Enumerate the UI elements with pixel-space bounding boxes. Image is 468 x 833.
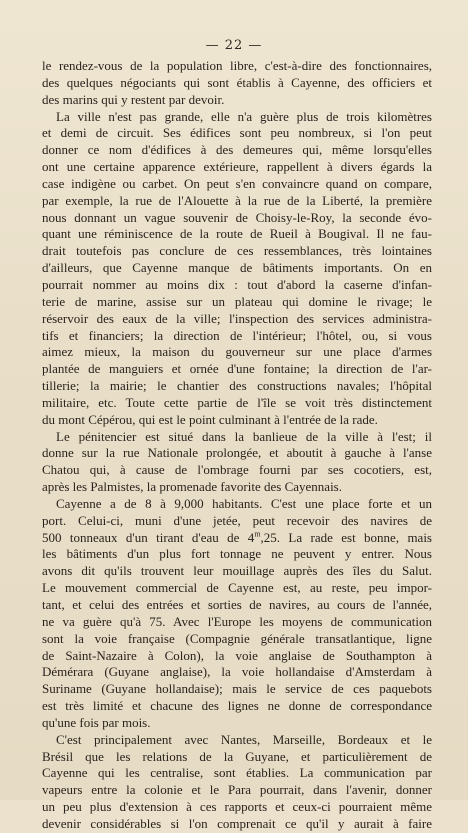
text-line: ne va guère qu'à 75. Avec l'Europe les moyens de communication <box>42 613 432 629</box>
text-line: plantée de manguiers et ornée d'une fontaine; la direction de l'ar- <box>42 361 432 377</box>
text-line: devenir considérables si l'on comprenait ce qu'il y aurait à faire <box>42 815 432 831</box>
text-line: sont la voie française (Compagnie générale transatlantique, ligne <box>42 630 432 646</box>
text-line: donne sur la rue Nationale prolongée, et aboutit à gauche à l'anse <box>42 445 432 461</box>
text-line: d'ailleurs, que Cayenne manque de bâtiments importants. On en <box>42 260 432 276</box>
text-line: drait toutefois pas conclure de ces ressemblances, très lointaines <box>42 243 432 259</box>
text-line: Brésil que les relations de la Guyane, et particulièrement de <box>42 748 432 764</box>
text-line: donner ce nom d'édifices à des demeures qui, même lorsqu'elles <box>42 142 432 158</box>
text-line: C'est principalement avec Nantes, Marseille, Bordeaux et le <box>56 731 432 747</box>
text-line: de Saint-Nazaire à Colon), la voie anglaise de Southampton à <box>42 647 432 663</box>
text-line: est très limité et chacune des lignes ne donne de correspondance <box>42 698 432 714</box>
text-line: pourrait nommer au moins dix : tout d'abord la caserne d'infan- <box>42 276 432 292</box>
text-line: et demi de circuit. Ses édifices sont peu nombreux, si l'on peut <box>42 125 432 141</box>
body-text <box>42 58 432 833</box>
text-line: quant une réminiscence de la route de Rueil à Bougival. Il ne fau- <box>42 226 432 242</box>
text-line: Cayenne a de 8 à 9,000 habitants. C'est une place forte et un <box>56 495 432 511</box>
text-line: qu'une fois par mois. <box>42 714 151 730</box>
text-line: nous donnant un vague souvenir de Choisy-le-Roy, la seconde évo- <box>42 209 432 225</box>
text-line: tant, et celui des entrées et sorties de navires, au cours de l'année, <box>42 597 432 612</box>
text-line: Cayenne qui les centralise, sont établies. La communication par <box>42 765 432 781</box>
text-line: tillerie; la mairie; le chantier des constructions navales; l'hôpital <box>42 378 432 394</box>
text-line: Le pénitencier est situé dans la banlieue de la ville à l'est; il <box>56 428 432 444</box>
text-line: Le mouvement commercial de Cayenne est, au reste, peu impor- <box>42 580 432 596</box>
text-line: aimez mieux, la maison du gouverneur sur une place d'armes <box>42 344 432 360</box>
text-line: les bâtiments d'un plus fort tonnage ne peuvent y entrer. Nous <box>42 546 432 562</box>
text-line: des quelques négociants qui sont établis à Cayenne, des officiers et <box>42 74 432 90</box>
text-line: ont une certaine apparence extérieure, rappellent à divers égards la <box>42 159 432 175</box>
text-line: port. Celui-ci, muni d'une jetée, peut recevoir des navires de <box>42 512 432 528</box>
text-line: réservoir des eaux de la ville; l'inspection des services administra- <box>42 310 432 326</box>
text-line: Démérara (Guyane anglaise), la voie hollandaise d'Amsterdam à <box>42 664 432 680</box>
text-line: La ville n'est pas grande, elle n'a guère plus de trois kilomètres <box>56 108 432 124</box>
text-line: le rendez-vous de la population libre, c'est-à-dire des fonctionnaires, <box>42 58 432 73</box>
text-line: par exemple, la rue de l'Alouette à la rue de la Liberté, la première <box>42 192 432 208</box>
text-line: vapeurs entre la colonie et le Para pourrait, dans l'avenir, donner <box>42 782 432 798</box>
text-line: des marins qui y restent par devoir. <box>42 91 225 107</box>
text-line: militaire, etc. Toute cette partie de l'île se voit très distinctement <box>42 394 432 410</box>
text-line: du mont Cépérou, qui est le point culminant à l'entrée de la rade. <box>42 411 378 427</box>
text-line: tifs et financiers; la direction de l'intérieur; l'hôtel, ou, si vous <box>42 327 432 343</box>
text-line: Suriname (Guyane hollandaise); mais le service de ces paquebots <box>42 681 432 697</box>
text-line: case indigène ou carbet. On peut s'en convaincre quand on compare, <box>42 175 432 191</box>
page-number: — 22 — <box>205 38 263 53</box>
text-line: après les Palmistes, la promenade favorite des Cayennais. <box>42 479 342 495</box>
text-line: terie de marine, assise sur un plateau qui domine le rivage; le <box>42 293 432 309</box>
text-line: avons dit qu'ils trouvent leur mouillage auprès des îles du Salut. <box>42 563 432 579</box>
text-line: 500 tonneaux d'un tirant d'eau de 4$^m$,25. La rade est bonne, mais <box>42 529 432 545</box>
text-line: un peu plus d'extension à ces rapports et ceux-ci pourraient même <box>42 799 432 815</box>
text-line: Chatou qui, à cause de l'ombrage fourni par ses cocotiers, est, <box>42 462 432 478</box>
